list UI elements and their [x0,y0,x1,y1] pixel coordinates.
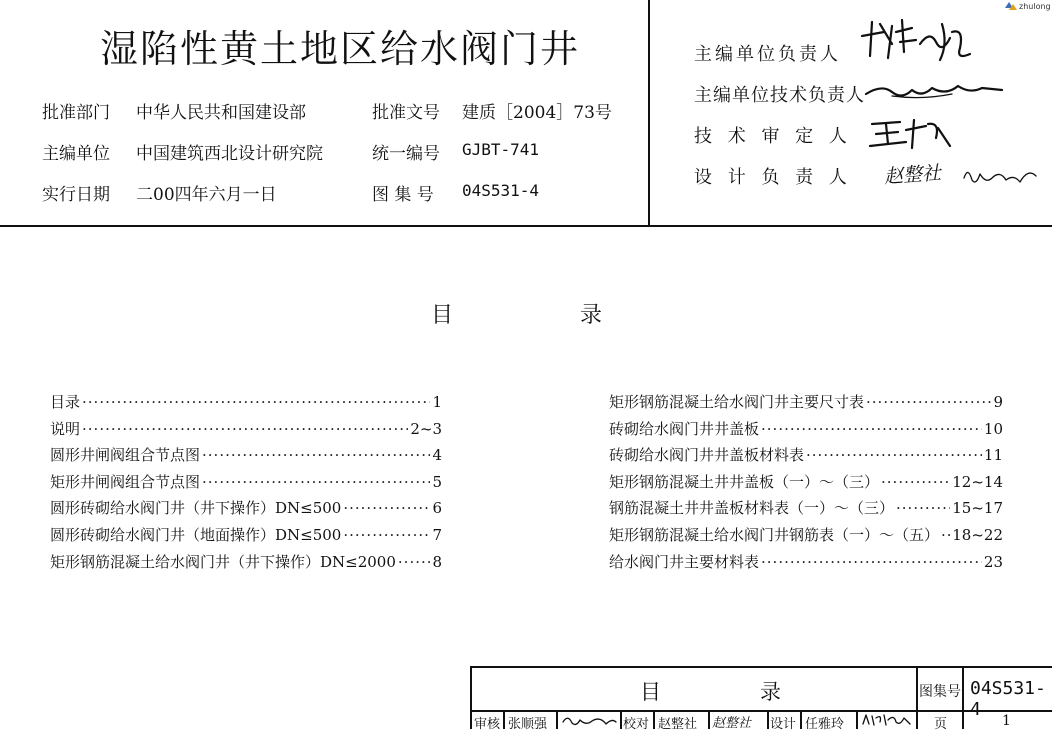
review-signature [560,712,618,728]
approval-no: 建质［2004］73号 [462,103,612,123]
role-chief-unit-tech-head: 主编单位技术负责人 [694,85,865,106]
toc-entry[interactable] [50,551,442,578]
signature-chief-head [852,14,977,74]
toc-entry-label: 矩形井闸阀组合节点图 [50,472,201,491]
check-label: 校对 [623,717,650,732]
atlas-no-label: 图 集 号 [372,185,434,205]
toc-entry[interactable] [609,418,1003,445]
signature-designer-name: 赵整社 [883,162,942,188]
toc-entry-label: 矩形钢筋混凝土井井盖板（一）～（三） [609,472,880,491]
design-signature [860,712,914,728]
toc-entry[interactable] [50,471,442,498]
toc-entry-label: 钢筋混凝土井井盖板材料表（一）～（三） [609,499,895,518]
toc-entry-page: 11 [983,446,1003,465]
toc-entry[interactable] [50,497,442,524]
effective-date: 二00四年六月一日 [136,185,277,205]
title-block-vline [800,711,802,729]
title-block-vline [653,711,655,729]
toc-entry[interactable] [50,524,442,551]
toc-entry[interactable] [50,418,442,445]
review-label: 审核 [474,717,501,732]
toc-entry-label: 说明 [50,419,81,438]
toc-entry[interactable] [609,391,1003,418]
toc-entry-page: 2~3 [410,419,442,438]
toc-entry-label: 砖砌给水阀门井井盖板材料表 [609,446,805,465]
approval-dept-label: 批准部门 [42,103,110,123]
atlas-no: 04S531-4 [462,181,540,200]
unified-no: GJBT-741 [462,140,540,159]
chief-unit: 中国建筑西北设计研究院 [136,144,323,164]
header-divider [648,0,650,227]
title-block-atlas-value: 04S531-4 [970,678,1046,720]
chief-unit-label: 主编单位 [42,144,110,164]
toc-entry-page: 8 [432,552,442,571]
signature-technical-approver [866,116,956,152]
approval-no-label: 批准文号 [372,103,440,123]
toc-entry[interactable] [609,524,1003,551]
title-block-vline [620,711,622,729]
toc-entry-page: 12~14 [952,472,1003,491]
toc-entry-label: 矩形钢筋混凝土给水阀门井主要尺寸表 [609,393,865,411]
toc-heading-a: 目 [431,303,454,328]
signature-tech-head [862,80,1007,104]
toc-left-column [50,391,442,577]
toc-entry-label: 圆形砖砌给水阀门井（地面操作）DN≤500 [50,525,342,544]
logo-text: zhulong [1019,2,1051,11]
toc-entry-page: 1 [432,393,442,411]
toc-entry[interactable] [609,471,1003,498]
design-name: 任雅玲 [805,717,845,732]
check-signature: 赵整社 [712,716,752,731]
toc-entry[interactable] [50,444,442,471]
toc-entry-page: 15~17 [952,499,1003,518]
toc-entry-page: 4 [432,446,442,465]
toc-heading-b: 录 [580,303,603,328]
toc-entry-label: 目录 [50,393,81,411]
title-block-title-a: 目 [640,680,661,704]
toc-entry-page: 23 [983,552,1003,571]
unified-no-label: 统一编号 [372,144,440,164]
title-block-vline [767,711,769,729]
signature-designer-scribble [960,160,1042,190]
design-label: 设计 [770,717,797,732]
page-value: 1 [1002,713,1011,729]
toc-entry-page: 6 [432,499,442,518]
zhulong-logo [1003,0,1052,12]
title-block-vline [856,711,858,729]
role-chief-unit-head: 主编单位负责人 [694,44,841,65]
toc-entry-label: 给水阀门井主要材料表 [609,552,760,571]
toc-entry-page: 7 [432,525,442,544]
page-label: 页 [934,717,948,732]
approval-dept: 中华人民共和国建设部 [136,103,306,123]
toc-entry[interactable] [609,497,1003,524]
title-block-vline [916,666,918,729]
review-name: 张顺强 [508,717,548,732]
check-name: 赵整社 [658,717,698,732]
title-block-atlas-label: 图集号 [919,684,961,700]
role-technical-approver: 技 术 审 定 人 [694,126,852,147]
toc-entry-page: 5 [432,472,442,491]
toc-entry[interactable] [50,391,442,418]
toc-entry-page: 18~22 [952,525,1003,544]
role-design-lead: 设 计 负 责 人 [694,167,852,188]
title-block-vline [556,711,558,729]
toc-entry-label: 矩形钢筋混凝土给水阀门井（井下操作）DN≤2000 [50,552,396,571]
toc-entry-label: 矩形钢筋混凝土给水阀门井钢筋表（一）～（五） [609,525,940,544]
toc-right-column [609,391,1003,577]
toc-entry[interactable] [609,444,1003,471]
toc-entry-label: 圆形井闸阀组合节点图 [50,446,201,465]
effective-date-label: 实行日期 [42,185,110,205]
toc-entry[interactable] [609,551,1003,578]
title-block-vline [708,711,710,729]
toc-entry-label: 圆形砖砌给水阀门井（井下操作）DN≤500 [50,499,342,518]
title-block-vline [962,666,964,729]
toc-entry-page: 9 [993,393,1003,411]
document-title: 湿陷性黄土地区给水阀门井 [100,27,581,71]
toc-entry-label: 砖砌给水阀门井井盖板 [609,419,760,438]
title-block-vline [503,711,505,729]
title-block-title-b: 录 [760,680,781,704]
toc-entry-page: 10 [983,419,1003,438]
